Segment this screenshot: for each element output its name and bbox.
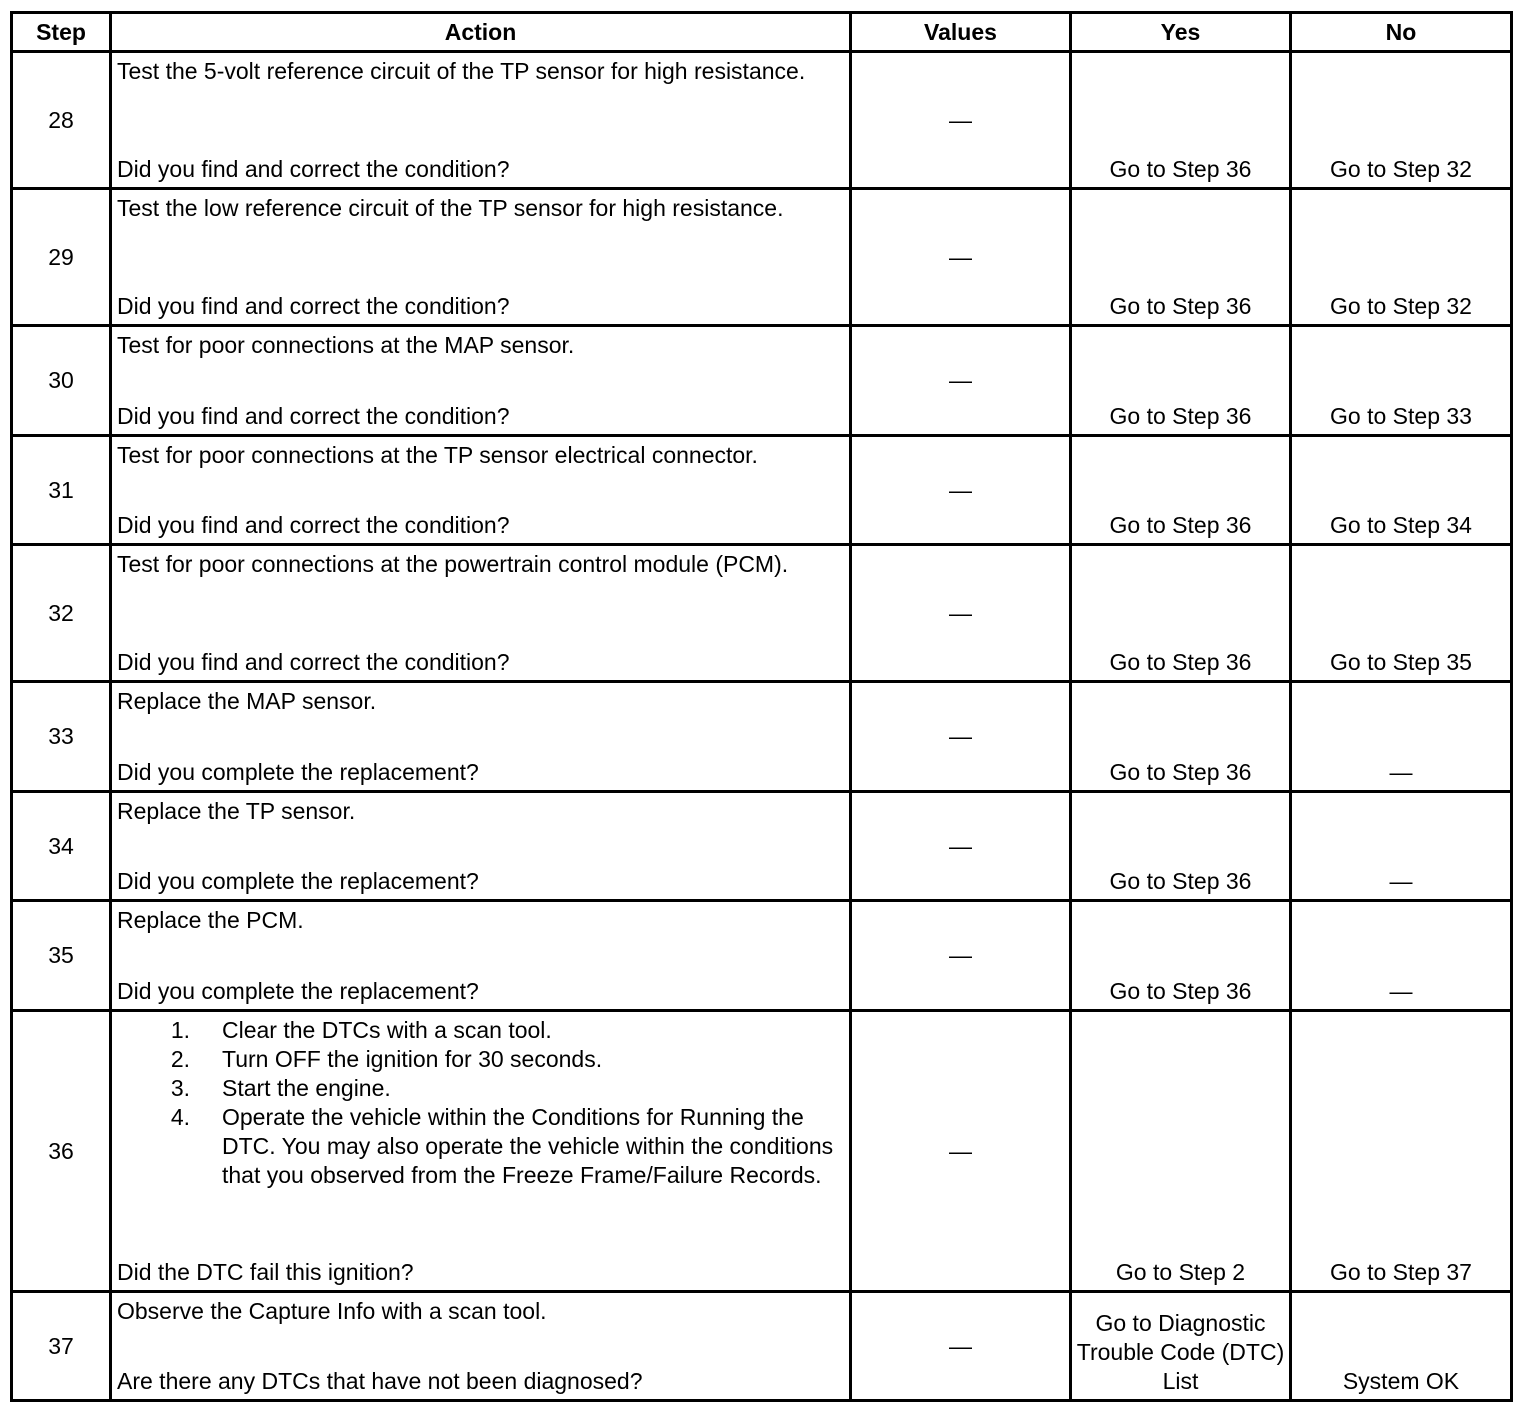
action-cell — [111, 682, 851, 792]
table-row — [12, 326, 1512, 436]
header-step: Step — [12, 13, 111, 52]
action-instruction-list — [112, 1012, 849, 1190]
step-number: 33 — [12, 682, 111, 792]
yes-cell: Go to Step 36 — [1071, 189, 1291, 326]
step-number: 28 — [12, 52, 111, 189]
no-cell: Go to Step 32 — [1291, 189, 1512, 326]
action-cell — [111, 1292, 851, 1401]
action-question: Did the DTC fail this ignition? — [117, 1259, 414, 1285]
table-row — [12, 792, 1512, 901]
diagnostic-steps-table — [10, 11, 1513, 1402]
action-instruction: Test the 5-volt reference circuit of the TP sensor for high resistance. — [117, 58, 806, 84]
step-number: 36 — [12, 1011, 111, 1292]
no-cell: Go to Step 35 — [1291, 545, 1512, 682]
header-values: Values — [851, 13, 1071, 52]
action-cell — [111, 792, 851, 901]
no-cell: System OK — [1291, 1292, 1512, 1401]
yes-cell: Go to Step 36 — [1071, 52, 1291, 189]
yes-cell: Go to Step 36 — [1071, 682, 1291, 792]
header-row — [12, 13, 1512, 52]
table-row — [12, 1292, 1512, 1401]
action-cell — [111, 436, 851, 545]
no-cell: Go to Step 32 — [1291, 52, 1512, 189]
values-cell: — — [851, 545, 1071, 682]
yes-cell: Go to Step 36 — [1071, 326, 1291, 436]
numbered-list — [117, 1016, 844, 1190]
table-row — [12, 1011, 1512, 1292]
action-cell — [111, 901, 851, 1011]
action-cell — [111, 545, 851, 682]
step-number: 29 — [12, 189, 111, 326]
action-question: Are there any DTCs that have not been diagnosed? — [117, 1368, 643, 1394]
values-cell: — — [851, 682, 1071, 792]
action-question: Did you find and correct the condition? — [117, 649, 510, 675]
values-cell: — — [851, 1292, 1071, 1401]
action-cell — [111, 1011, 851, 1292]
step-number: 34 — [12, 792, 111, 901]
list-item: 2. Turn OFF the ignition for 30 seconds. — [222, 1045, 844, 1074]
values-cell: — — [851, 436, 1071, 545]
step-number: 35 — [12, 901, 111, 1011]
action-question: Did you complete the replacement? — [117, 759, 479, 785]
action-question: Did you complete the replacement? — [117, 978, 479, 1004]
action-question: Did you find and correct the condition? — [117, 512, 510, 538]
header-yes: Yes — [1071, 13, 1291, 52]
action-instruction: Replace the PCM. — [117, 907, 304, 933]
yes-cell: Go to Step 36 — [1071, 436, 1291, 545]
no-cell: — — [1291, 901, 1512, 1011]
values-cell: — — [851, 52, 1071, 189]
list-item: 4. Operate the vehicle within the Conditions for Running the DTC. You may also operate the vehicle within the conditions that you observed from the Freeze Frame/Failure Records. — [222, 1103, 844, 1190]
values-cell: — — [851, 792, 1071, 901]
yes-cell: Go to Diagnostic Trouble Code (DTC) List — [1071, 1292, 1291, 1401]
header-no: No — [1291, 13, 1512, 52]
values-cell: — — [851, 901, 1071, 1011]
table-row — [12, 545, 1512, 682]
values-cell: — — [851, 189, 1071, 326]
header-action: Action — [111, 13, 851, 52]
action-instruction: Test for poor connections at the powertrain control module (PCM). — [117, 551, 789, 577]
no-cell: — — [1291, 792, 1512, 901]
action-instruction: Test for poor connections at the TP sensor electrical connector. — [117, 442, 758, 468]
yes-cell: Go to Step 2 — [1071, 1011, 1291, 1292]
action-instruction: Replace the MAP sensor. — [117, 688, 377, 714]
action-cell — [111, 52, 851, 189]
action-instruction: Observe the Capture Info with a scan tool. — [117, 1298, 547, 1324]
yes-cell: Go to Step 36 — [1071, 901, 1291, 1011]
no-cell: Go to Step 37 — [1291, 1011, 1512, 1292]
table-row — [12, 436, 1512, 545]
action-question: Did you find and correct the condition? — [117, 403, 510, 429]
yes-cell: Go to Step 36 — [1071, 545, 1291, 682]
action-instruction: Test the low reference circuit of the TP sensor for high resistance. — [117, 195, 784, 221]
action-cell — [111, 326, 851, 436]
action-question: Did you complete the replacement? — [117, 868, 479, 894]
action-instruction: Replace the TP sensor. — [117, 798, 356, 824]
action-instruction: Test for poor connections at the MAP sensor. — [117, 332, 575, 358]
list-item: 3. Start the engine. — [222, 1074, 844, 1103]
action-question: Did you find and correct the condition? — [117, 156, 510, 182]
yes-cell: Go to Step 36 — [1071, 792, 1291, 901]
no-cell: Go to Step 33 — [1291, 326, 1512, 436]
values-cell: — — [851, 326, 1071, 436]
action-question: Did you find and correct the condition? — [117, 293, 510, 319]
step-number: 31 — [12, 436, 111, 545]
list-item: 1. Clear the DTCs with a scan tool. — [222, 1016, 844, 1045]
step-number: 37 — [12, 1292, 111, 1401]
no-cell: Go to Step 34 — [1291, 436, 1512, 545]
table-row — [12, 189, 1512, 326]
no-cell: — — [1291, 682, 1512, 792]
table-row — [12, 901, 1512, 1011]
step-number: 30 — [12, 326, 111, 436]
action-cell — [111, 189, 851, 326]
values-cell: — — [851, 1011, 1071, 1292]
step-number: 32 — [12, 545, 111, 682]
table-row — [12, 52, 1512, 189]
diagnostic-table-container — [10, 11, 1513, 1402]
table-row — [12, 682, 1512, 792]
